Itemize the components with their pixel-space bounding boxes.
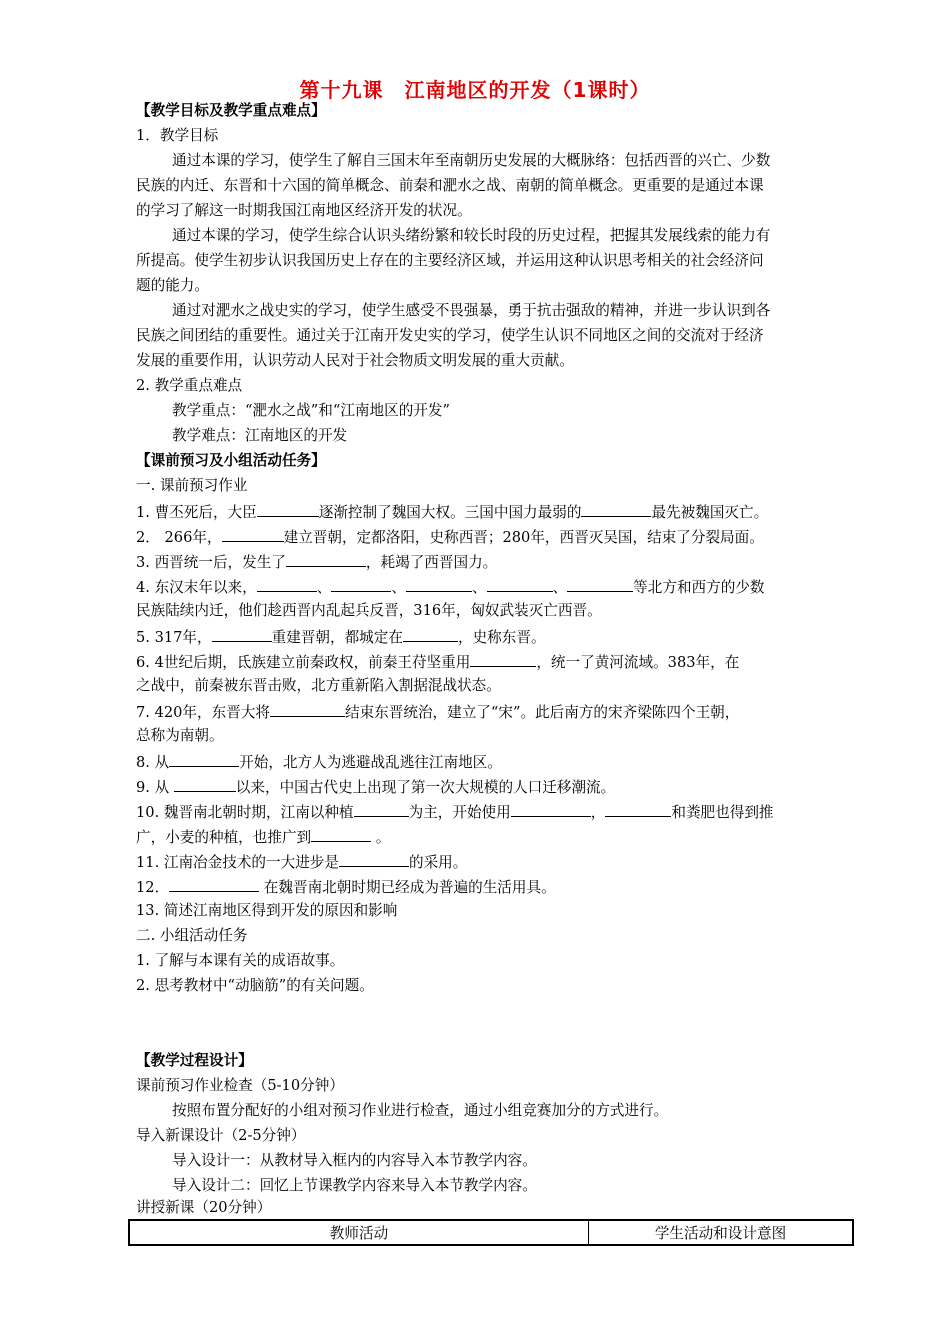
fill-blank[interactable] (286, 551, 366, 567)
question-text: ，统一了黄河流域。383年，在 (536, 654, 740, 671)
fill-blank[interactable] (212, 626, 272, 642)
question-6 (136, 651, 866, 673)
question-text: 开始，北方人为逃避战乱逃往江南地区。 (239, 754, 502, 771)
paragraph-line: 题的能力。 (136, 277, 209, 294)
question-10-continued (136, 826, 866, 848)
task-item: 1. 了解与本课有关的成语故事。 (136, 952, 345, 969)
question-text: 7. 420年，东晋大将 (136, 704, 270, 721)
table-header-teacher: 教师活动 (129, 1220, 589, 1245)
fill-blank[interactable] (257, 576, 317, 592)
question-text: 和粪肥也得到推 (671, 804, 774, 821)
question-8 (136, 751, 866, 773)
fill-blank[interactable] (470, 651, 536, 667)
paragraph-line: 发展的重要作用，认识劳动人民对于社会物质文明发展的重大贡献。 (136, 352, 574, 369)
paragraph-line: 的学习了解这一时期我国江南地区经济开发的状况。 (136, 202, 472, 219)
question-text: 6. 4世纪后期，氐族建立前秦政权，前秦王苻坚重用 (136, 654, 471, 671)
separator: 、 (316, 579, 332, 596)
fill-blank[interactable] (257, 501, 319, 517)
fill-blank[interactable] (169, 751, 239, 767)
question-text: ， (590, 804, 606, 821)
question-text: 9. 从 (136, 779, 174, 796)
section-heading-process: 【教学过程设计】 (136, 1052, 253, 1069)
fill-blank[interactable] (581, 501, 651, 517)
question-text: 。 (371, 829, 391, 846)
question-7 (136, 701, 866, 723)
question-text: 8. 从 (136, 754, 170, 771)
table-header-student: 学生活动和设计意图 (589, 1220, 854, 1245)
question-text: 等北方和西方的少数 (633, 579, 765, 596)
separator: 、 (391, 579, 406, 596)
fill-blank[interactable] (406, 576, 472, 592)
question-text: 在魏晋南北朝时期已经成为普遍的生活用具。 (259, 879, 556, 896)
lesson-title: 第十九课 江南地区的开发（1课时） (299, 78, 651, 102)
fill-blank[interactable] (487, 576, 553, 592)
question-1 (136, 501, 866, 523)
question-text: 3. 西晋统一后，发生了 (136, 554, 286, 571)
subsection-title: 二. 小组活动任务 (136, 927, 248, 944)
question-12 (136, 876, 866, 898)
paragraph-line: 民族的内迁、东晋和十六国的简单概念、前秦和淝水之战、南朝的简单概念。更重要的是通过本课 (136, 177, 764, 194)
fill-blank[interactable] (169, 876, 259, 892)
question-text: 5. 317年， (136, 629, 212, 646)
question-2 (136, 526, 866, 548)
task-item: 2. 思考教材中“动脑筋”的有关问题。 (136, 977, 374, 994)
paragraph-line: 民族之间团结的重要性。通过关于江南开发史实的学习，使学生认识不同地区之间的交流对于经济 (136, 327, 764, 344)
fill-blank[interactable] (174, 776, 236, 792)
fill-blank[interactable] (270, 701, 345, 717)
question-7-continued: 总称为南朝。 (136, 727, 224, 744)
question-text: 11. 江南冶金技术的一大进步是 (136, 854, 339, 871)
fill-blank[interactable] (403, 626, 458, 642)
step-title: 课前预习作业检查（5-10分钟） (136, 1077, 344, 1094)
question-text: 12． (136, 879, 170, 896)
question-10 (136, 801, 866, 823)
question-text: 2． 266年， (136, 529, 222, 546)
paragraph-line: 通过本课的学习，使学生综合认识头绪纷繁和较长时段的历史过程，把握其发展线索的能力有 (172, 227, 771, 244)
key-points-title: 2. 教学重点难点 (136, 377, 243, 394)
question-text: 广，小麦的种植，也推广到 (136, 829, 312, 846)
lesson-activity-table (128, 1219, 854, 1246)
step-title: 导入新课设计（2-5分钟） (136, 1127, 306, 1144)
difficult-point: 教学难点：江南地区的开发 (172, 427, 348, 444)
question-text: 重建晋朝，都城定在 (271, 629, 403, 646)
step-description: 导入设计二：回忆上节课教学内容来导入本节教学内容。 (172, 1177, 537, 1194)
fill-blank[interactable] (339, 851, 409, 867)
question-4 (136, 576, 866, 598)
question-text: 为主，开始使用 (408, 804, 511, 821)
section-heading-goals: 【教学目标及教学重点难点】 (136, 102, 326, 119)
question-text: 1. 曹丕死后，大臣 (136, 504, 257, 521)
paragraph-line: 通过本课的学习，使学生了解自三国末年至南朝历史发展的大概脉络：包括西晋的兴亡、少数 (172, 152, 771, 169)
question-text: 逐渐控制了魏国大权。三国中国力最弱的 (318, 504, 582, 521)
fill-blank[interactable] (311, 826, 371, 842)
fill-blank[interactable] (511, 801, 591, 817)
question-3 (136, 551, 866, 573)
fill-blank[interactable] (331, 576, 391, 592)
step-description: 按照布置分配好的小组对预习作业进行检查，通过小组竞赛加分的方式进行。 (172, 1102, 669, 1119)
goal-title: 1．教学目标 (136, 127, 219, 144)
paragraph-line: 通过对淝水之战史实的学习，使学生感受不畏强暴，勇于抗击强敌的精神，并进一步认识到各 (172, 302, 771, 319)
question-text: 结束东晋统治，建立了“宋”。此后南方的宋齐梁陈四个王朝， (344, 704, 740, 721)
question-text: 的采用。 (408, 854, 468, 871)
separator: 、 (552, 579, 568, 596)
question-13: 13. 简述江南地区得到开发的原因和影响 (136, 902, 398, 919)
question-11 (136, 851, 866, 873)
fill-blank[interactable] (567, 576, 633, 592)
question-text: 以来，中国古代史上出现了第一次大规模的人口迁移潮流。 (235, 779, 616, 796)
step-title: 讲授新课（20分钟） (136, 1199, 272, 1216)
question-text: ，耗竭了西晋国力。 (365, 554, 498, 571)
question-6-continued: 之战中，前秦被东晋击败，北方重新陷入割据混战状态。 (136, 677, 501, 694)
question-text: ，史称东晋。 (457, 629, 546, 646)
question-text: 最先被魏国灭亡。 (651, 504, 769, 521)
section-heading-preview: 【课前预习及小组活动任务】 (136, 452, 326, 469)
question-4-continued: 民族陆续内迁，他们趁西晋内乱起兵反晋，316年，匈奴武装灭亡西晋。 (136, 602, 602, 619)
fill-blank[interactable] (354, 801, 409, 817)
step-description: 导入设计一：从教材导入框内的内容导入本节教学内容。 (172, 1152, 537, 1169)
question-text: 10. 魏晋南北朝时期，江南以种植 (136, 804, 354, 821)
subsection-title: 一. 课前预习作业 (136, 477, 248, 494)
key-point: 教学重点：“淝水之战”和“江南地区的开发” (172, 402, 450, 419)
table-header-row (129, 1220, 853, 1245)
separator: 、 (471, 579, 487, 596)
question-5 (136, 626, 866, 648)
fill-blank[interactable] (222, 526, 284, 542)
question-text: 4. 东汉末年以来， (136, 579, 257, 596)
paragraph-line: 所提高。使学生初步认识我国历史上存在的主要经济区域，并运用这种认识思考相关的社会经济问 (136, 252, 764, 269)
question-text: 建立晋朝，定都洛阳，史称西晋；280年，西晋灭吴国，结束了分裂局面。 (283, 529, 764, 546)
fill-blank[interactable] (605, 801, 671, 817)
question-9 (136, 776, 866, 798)
